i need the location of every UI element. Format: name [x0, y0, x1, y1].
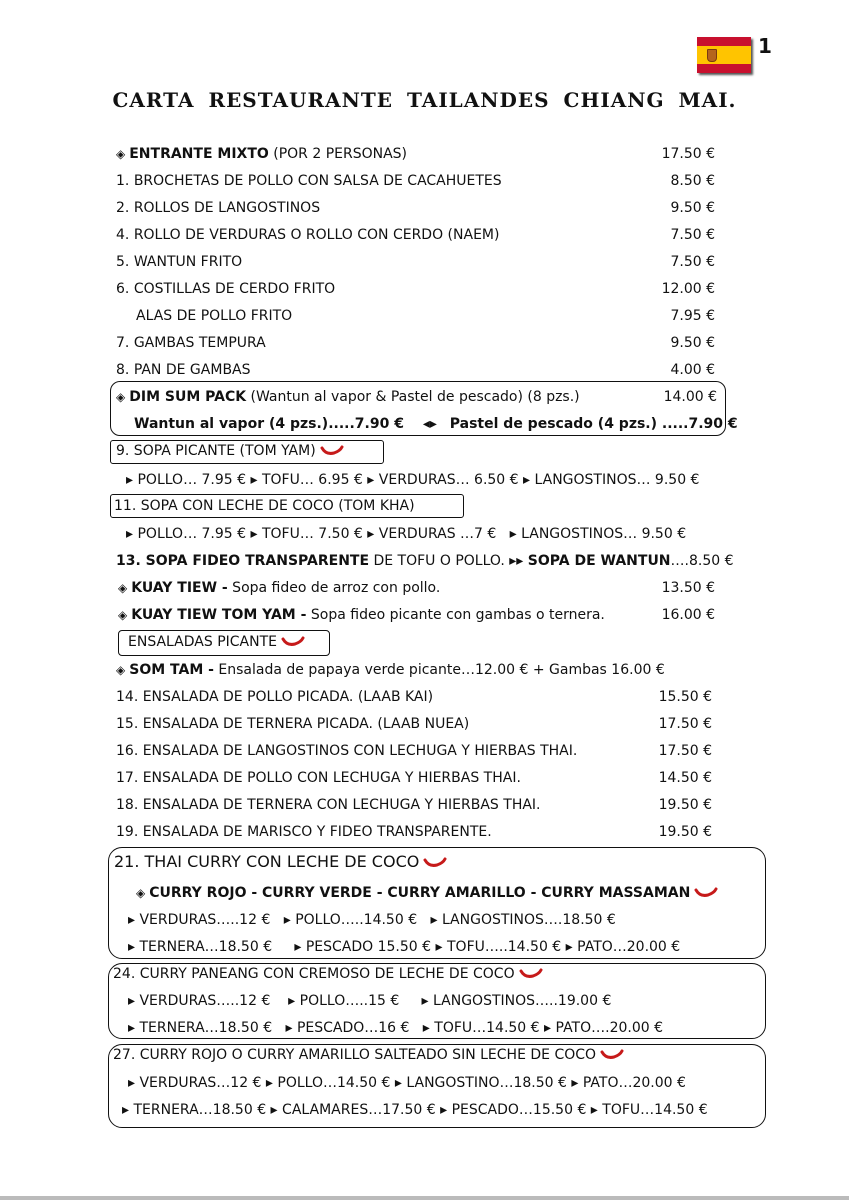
chili-icon	[281, 636, 305, 648]
section-header-curry24: 24. CURRY PANEANG CON CREMOSO DE LECHE DE COCO	[113, 965, 543, 983]
diamond-bullet-icon: ◈	[116, 663, 126, 677]
menu-item-kuay-tiew: ◈ KUAY TIEW - Sopa fideo de arroz con pollo.	[118, 580, 441, 596]
section-header-curry27: 27. CURRY ROJO O CURRY AMARILLO SALTEADO SIN LECHE DE COCO	[113, 1046, 624, 1064]
soup11-options: ▸ POLLO… 7.95 € ▸ TOFU… 7.50 € ▸ VERDURAS …7 € ▸ LANGOSTINOS… 9.50 €	[126, 526, 687, 542]
menu-item-price: 7.50 €	[670, 254, 715, 270]
menu-item-price: 14.50 €	[658, 770, 712, 786]
menu-item-price: 9.50 €	[670, 335, 715, 351]
menu-item: 2. ROLLOS DE LANGOSTINOS	[116, 200, 321, 216]
menu-item-price: 4.00 €	[670, 362, 715, 378]
menu-item: 6. COSTILLAS DE CERDO FRITO	[116, 281, 336, 297]
curry21-options-row1: ▸ VERDURAS…..12 € ▸ POLLO…..14.50 € ▸ LANGOSTINOS….18.50 €	[128, 912, 616, 928]
chili-icon	[694, 887, 718, 899]
section-header-curry21: 21. THAI CURRY CON LECHE DE COCO	[114, 852, 447, 871]
chili-icon	[423, 857, 447, 869]
chili-icon	[600, 1049, 624, 1061]
diamond-bullet-icon: ◈	[118, 581, 128, 595]
menu-item-price: 8.50 €	[670, 173, 715, 189]
menu-item-entrante-mixto: ◈ ENTRANTE MIXTO (POR 2 PERSONAS)	[116, 146, 408, 162]
menu-item-som-tam: ◈ SOM TAM - Ensalada de papaya verde picante…12.00 € + Gambas 16.00 €	[116, 662, 665, 678]
menu-item-price: 19.50 €	[658, 797, 712, 813]
page-bottom-edge	[0, 1196, 849, 1200]
curry21-types: ◈ CURRY ROJO - CURRY VERDE - CURRY AMARILLO - CURRY MASSAMAN	[136, 884, 718, 902]
diamond-bullet-icon: ◈	[136, 886, 146, 900]
curry24-options-row1: ▸ VERDURAS…..12 € ▸ POLLO…..15 € ▸ LANGOSTINOS…..19.00 €	[128, 993, 612, 1009]
menu-item-price: 17.50 €	[658, 743, 712, 759]
menu-item-price: 7.95 €	[670, 308, 715, 324]
menu-item-price: 16.00 €	[661, 607, 715, 623]
page-number: 1	[758, 34, 772, 58]
menu-item-price: 15.50 €	[658, 689, 712, 705]
menu-item: 16. ENSALADA DE LANGOSTINOS CON LECHUGA Y HIERBAS THAI.	[116, 743, 578, 759]
dimsum-detail: Wantun al vapor (4 pzs.).....7.90 € ◂▸ Pastel de pescado (4 pzs.) .....7.90 €	[134, 416, 738, 432]
menu-item-price: 9.50 €	[670, 200, 715, 216]
page-title: CARTA RESTAURANTE TAILANDES CHIANG MAI.	[112, 88, 737, 112]
soup9-options: ▸ POLLO… 7.95 € ▸ TOFU… 6.95 € ▸ VERDURAS… 6.50 € ▸ LANGOSTINOS… 9.50 €	[126, 472, 700, 488]
chili-icon	[320, 445, 344, 457]
menu-item: 4. ROLLO DE VERDURAS O ROLLO CON CERDO (NAEM)	[116, 227, 500, 243]
menu-item: 14. ENSALADA DE POLLO PICADA. (LAAB KAI)	[116, 689, 434, 705]
section-header-soup9: 9. SOPA PICANTE (TOM YAM)	[116, 442, 344, 460]
menu-item: 18. ENSALADA DE TERNERA CON LECHUGA Y HIERBAS THAI.	[116, 797, 541, 813]
diamond-bullet-icon: ◈	[116, 390, 126, 404]
double-arrow-icon: ▸▸	[509, 553, 524, 569]
menu-item-price: 17.50 €	[661, 146, 715, 162]
menu-item-price: 12.00 €	[661, 281, 715, 297]
menu-item: 1. BROCHETAS DE POLLO CON SALSA DE CACAHUETES	[116, 173, 502, 189]
menu-item-price: 14.00 €	[663, 389, 717, 405]
menu-item-soup13: 13. SOPA FIDEO TRANSPARENTE DE TOFU O POLLO. ▸▸ SOPA DE WANTUN….8.50 €	[116, 553, 734, 569]
curry27-options-row2: ▸ TERNERA…18.50 € ▸ CALAMARES…17.50 € ▸ PESCADO…15.50 € ▸ TOFU…14.50 €	[122, 1102, 708, 1118]
menu-item-price: 19.50 €	[658, 824, 712, 840]
menu-item-kuay-tiew-tom-yam: ◈ KUAY TIEW TOM YAM - Sopa fideo picante con gambas o ternera.	[118, 607, 605, 623]
menu-item-price: 7.50 €	[670, 227, 715, 243]
curry27-options-row1: ▸ VERDURAS…12 € ▸ POLLO…14.50 € ▸ LANGOSTINO…18.50 € ▸ PATO…20.00 €	[128, 1075, 686, 1091]
section-header-soup11: 11. SOPA CON LECHE DE COCO (TOM KHA)	[114, 498, 415, 514]
menu-item: 7. GAMBAS TEMPURA	[116, 335, 266, 351]
menu-item: 19. ENSALADA DE MARISCO Y FIDEO TRANSPARENTE.	[116, 824, 492, 840]
diamond-bullet-icon: ◈	[118, 608, 128, 622]
menu-item: 8. PAN DE GAMBAS	[116, 362, 251, 378]
menu-item: ALAS DE POLLO FRITO	[136, 308, 293, 324]
chili-icon	[519, 968, 543, 980]
spain-flag-icon	[697, 37, 751, 73]
curry21-options-row2: ▸ TERNERA…18.50 € ▸ PESCADO 15.50 € ▸ TOFU…..14.50 € ▸ PATO…20.00 €	[128, 939, 681, 955]
menu-item: 15. ENSALADA DE TERNERA PICADA. (LAAB NUEA)	[116, 716, 470, 732]
section-header-salads: ENSALADAS PICANTE	[128, 633, 305, 651]
menu-item-dimsum: ◈ DIM SUM PACK (Wantun al vapor & Pastel de pescado) (8 pzs.)	[116, 389, 580, 405]
diamond-bullet-icon: ◈	[116, 147, 126, 161]
menu-item: 17. ENSALADA DE POLLO CON LECHUGA Y HIERBAS THAI.	[116, 770, 521, 786]
curry24-options-row2: ▸ TERNERA…18.50 € ▸ PESCADO…16 € ▸ TOFU…14.50 € ▸ PATO….20.00 €	[128, 1020, 664, 1036]
menu-item-price: 17.50 €	[658, 716, 712, 732]
double-arrow-icon: ◂▸	[422, 416, 437, 432]
menu-item: 5. WANTUN FRITO	[116, 254, 243, 270]
menu-item-price: 13.50 €	[661, 580, 715, 596]
